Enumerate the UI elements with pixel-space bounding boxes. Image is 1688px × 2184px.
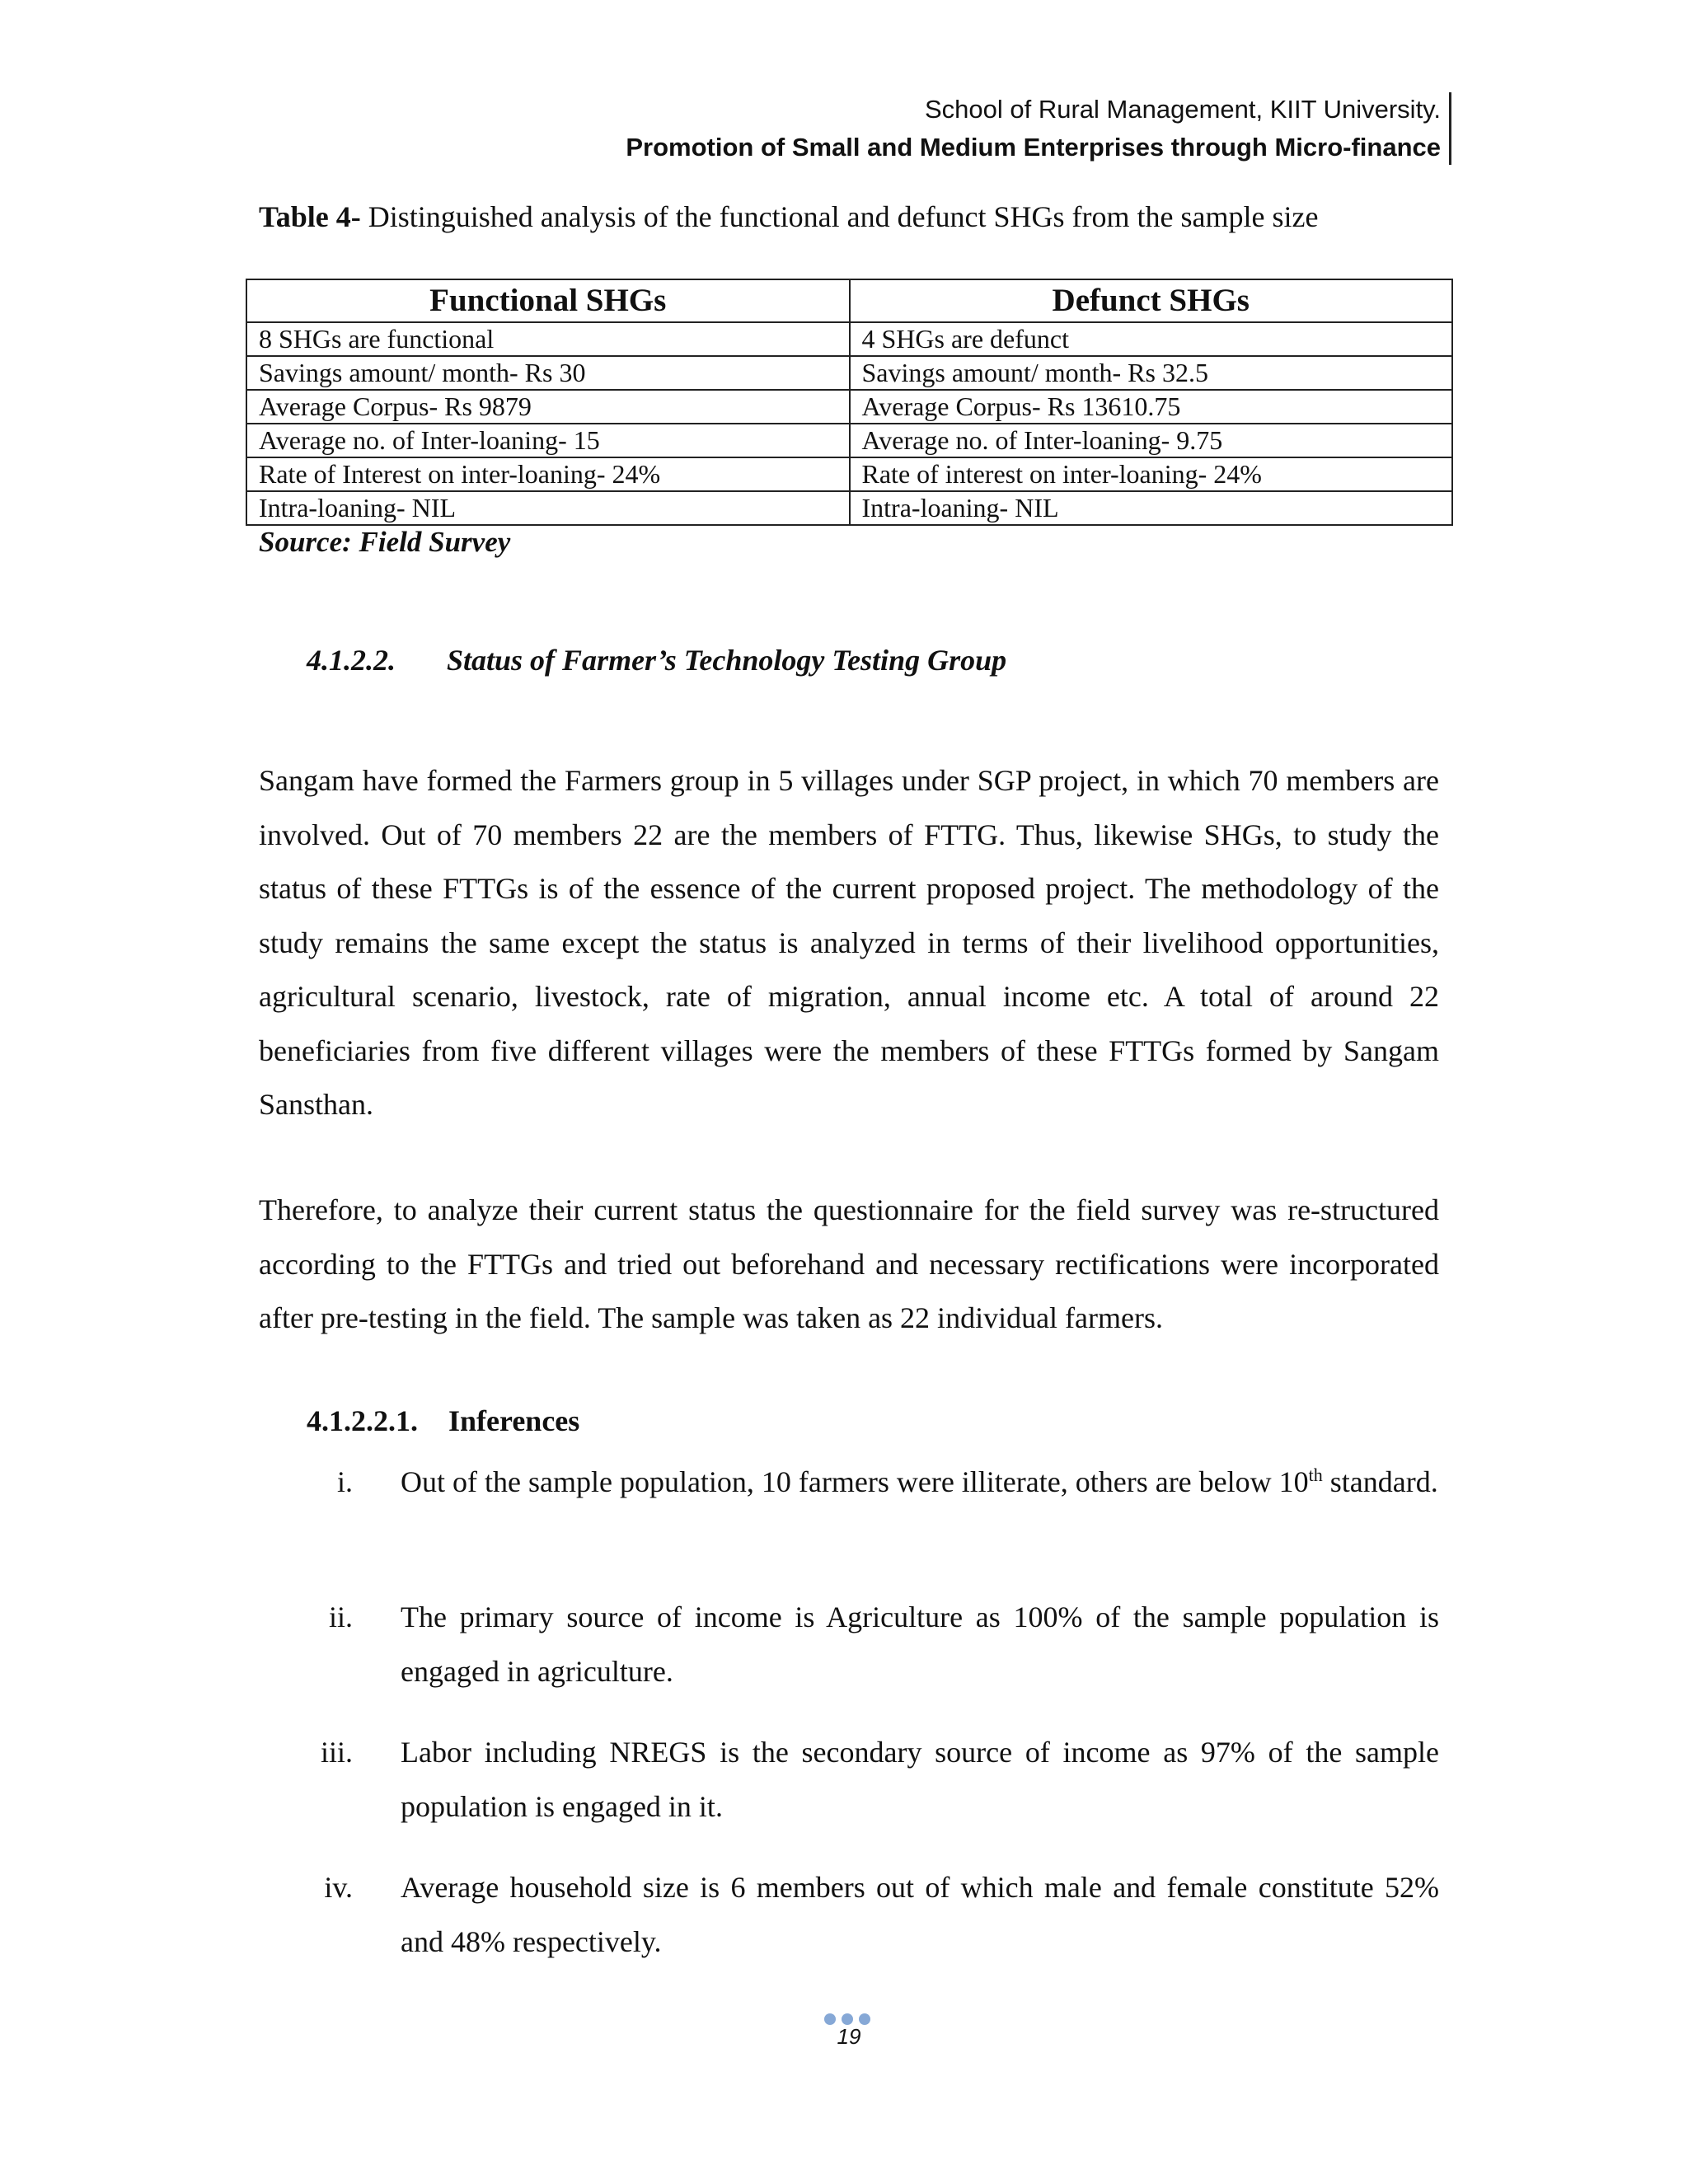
list-marker: ii. xyxy=(328,1601,353,1633)
superscript: th xyxy=(1308,1465,1323,1485)
table-cell: 8 SHGs are functional xyxy=(246,322,850,356)
list-marker: i. xyxy=(336,1465,353,1498)
table-row xyxy=(246,491,1452,525)
column-header-defunct: Defunct SHGs xyxy=(850,279,1453,322)
column-header-functional: Functional SHGs xyxy=(246,279,850,322)
table-cell: Average no. of Inter-loaning- 15 xyxy=(246,424,850,457)
footer-dot xyxy=(824,2013,836,2025)
table-cell: Intra-loaning- NIL xyxy=(850,491,1453,525)
table-row xyxy=(246,322,1452,356)
table-row xyxy=(246,390,1452,424)
table-row xyxy=(246,457,1452,491)
inferences-number: 4.1.2.2.1. xyxy=(307,1404,418,1437)
footer-dots xyxy=(824,2013,874,2025)
list-item-text-part: Out of the sample population, 10 farmers were illiterate, others are below 10 xyxy=(401,1465,1309,1498)
list-marker: iv. xyxy=(324,1871,353,1904)
header-title: Promotion of Small and Medium Enterprises through Micro-finance xyxy=(626,133,1441,162)
running-header xyxy=(626,91,1441,166)
table-cell: Average Corpus- Rs 9879 xyxy=(246,390,850,424)
list-item-text: The primary source of income is Agriculture as 100% of the sample population is engaged in agriculture. xyxy=(401,1601,1439,1688)
table-header-row xyxy=(246,279,1452,322)
table-label: Table 4- xyxy=(259,200,361,233)
table-source: Source: Field Survey xyxy=(259,526,511,558)
list-item-text: Average household size is 6 members out of which male and female constitute 52% and 48% respectively. xyxy=(401,1871,1439,1958)
table-row xyxy=(246,424,1452,457)
list-item-text: Labor including NREGS is the secondary source of income as 97% of the sample population is engaged in it. xyxy=(401,1736,1439,1823)
list-marker: iii. xyxy=(320,1736,353,1769)
table-cell: Rate of Interest on inter-loaning- 24% xyxy=(246,457,850,491)
list-item-text-part: standard. xyxy=(1322,1465,1438,1498)
section-heading xyxy=(307,643,1006,677)
table-cell: 4 SHGs are defunct xyxy=(850,322,1453,356)
table-cell: Intra-loaning- NIL xyxy=(246,491,850,525)
table-cell: Savings amount/ month- Rs 30 xyxy=(246,356,850,390)
table-cell: Average no. of Inter-loaning- 9.75 xyxy=(850,424,1453,457)
section-title: Status of Farmer’s Technology Testing Group xyxy=(447,644,1007,677)
table-caption-text: Distinguished analysis of the functional and defunct SHGs from the sample size xyxy=(360,200,1319,233)
table-cell: Savings amount/ month- Rs 32.5 xyxy=(850,356,1453,390)
footer-dot xyxy=(859,2013,870,2025)
inferences-heading xyxy=(307,1404,579,1438)
table-cell: Average Corpus- Rs 13610.75 xyxy=(850,390,1453,424)
list-item-text xyxy=(401,1455,1439,1510)
inferences-title: Inferences xyxy=(448,1404,580,1437)
footer-dot xyxy=(842,2013,853,2025)
table-cell: Rate of interest on inter-loaning- 24% xyxy=(850,457,1453,491)
table-row xyxy=(246,356,1452,390)
header-institution: School of Rural Management, KIIT University. xyxy=(924,95,1441,124)
shg-comparison-table xyxy=(246,279,1453,526)
body-paragraph: Sangam have formed the Farmers group in 5 villages under SGP project, in which 70 members are involved. Out of 70 members 22 are the members of FTTG. Thus, likewise SHGs, to study the status of these FTTGs is of the essence of the current proposed project. The methodology of the study remains the same except the status is analyzed in terms of their livelihood opportunities, agricultural scenario, livestock, rate of migration, annual income etc. A total of around 22 beneficiaries from five different villages were the members of these FTTGs formed by Sangam Sansthan. xyxy=(259,764,1439,1121)
body-paragraph: Therefore, to analyze their current status the questionnaire for the field survey was re-structured according to the FTTGs and tried out beforehand and necessary rectifications were incorporated after pre-testing in the field. The sample was taken as 22 individual farmers. xyxy=(259,1193,1439,1334)
table-caption xyxy=(259,196,1318,237)
page-number: 19 xyxy=(837,2024,861,2049)
section-number: 4.1.2.2. xyxy=(307,644,396,677)
header-rule xyxy=(1449,92,1451,165)
